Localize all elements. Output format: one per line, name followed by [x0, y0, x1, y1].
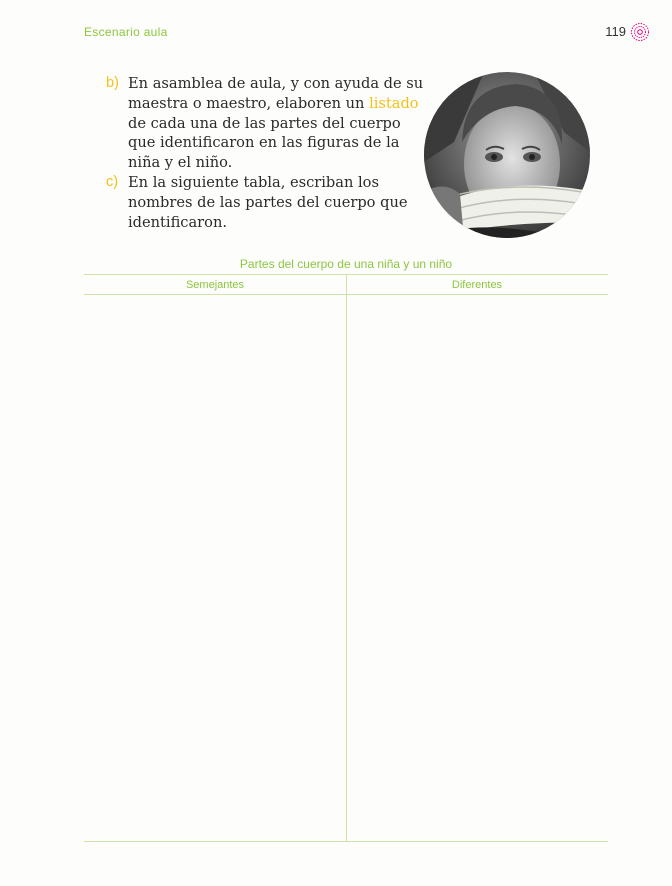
column-header-semejantes: Semejantes — [185, 279, 245, 291]
instructions-list — [106, 74, 426, 232]
list-item — [106, 74, 426, 173]
item-text-end: de cada una de las partes del cuerpo que identificaron en las figuras de la niña y el niño. — [128, 114, 401, 172]
table-bottom-border — [84, 841, 608, 842]
item-text: En la siguiente tabla, escriban los nombres de las partes del cuerpo que identificaron. — [128, 173, 408, 231]
column-header-diferentes: Diferentes — [451, 279, 503, 291]
table-title: Partes del cuerpo de una niña y un niño — [239, 257, 453, 271]
list-item — [106, 173, 426, 232]
boy-eating-corn-photo — [424, 72, 590, 238]
item-marker: c) — [106, 173, 119, 190]
emblem-icon — [630, 22, 650, 42]
item-text-start: En asamblea de aula, y con ayuda de su maestra o maestro, elaboren un — [128, 75, 424, 112]
highlighted-word: listado — [369, 94, 419, 112]
page-number: 119 — [605, 24, 626, 39]
section-title: Escenario aula — [84, 25, 168, 39]
item-text — [128, 74, 426, 173]
item-marker: b) — [106, 75, 119, 91]
diferentes-writing-area[interactable] — [347, 296, 608, 840]
semejantes-writing-area[interactable] — [84, 296, 345, 840]
